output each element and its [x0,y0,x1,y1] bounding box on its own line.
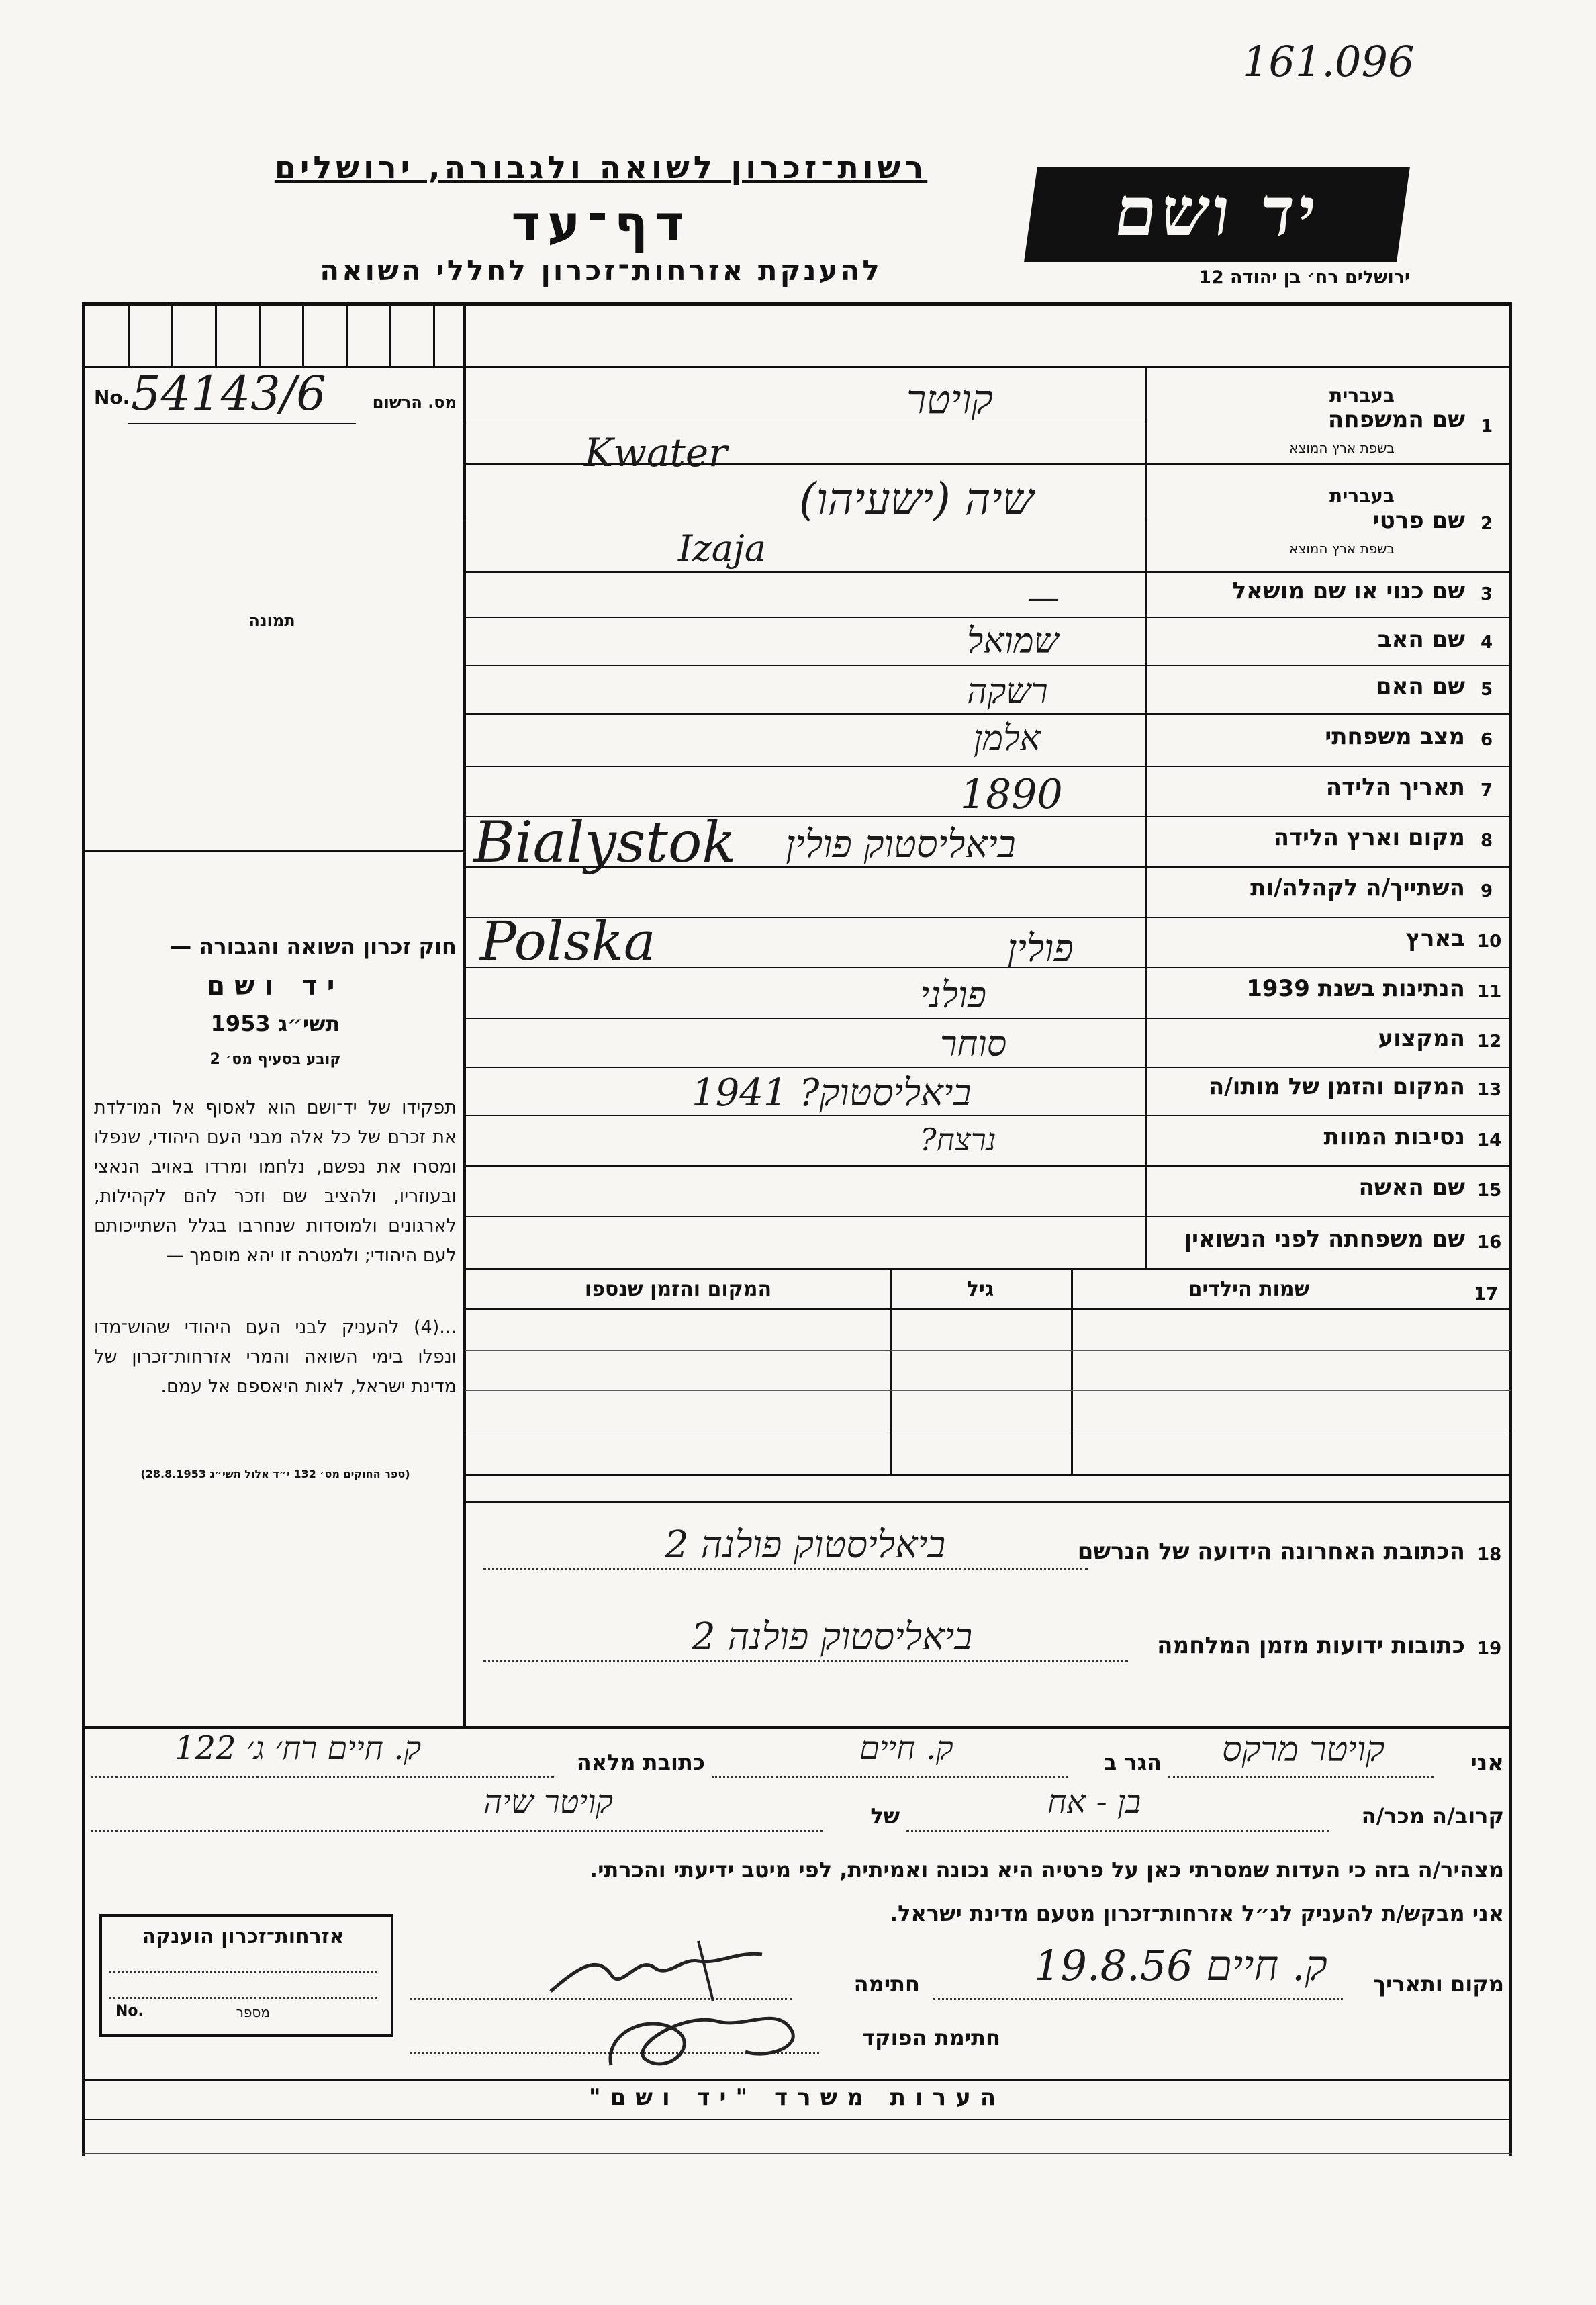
declaration-officer-signature: חתימת הפוקד [862,2025,1000,2050]
field-7-value: 1890 [960,771,1063,818]
row-line [465,571,1511,573]
citizenship-no-heb: מספר [236,2004,270,2020]
field-12-value: סוחר [940,1024,1007,1065]
field-8-value: ביאליסטוק פולין [786,823,1016,866]
address-war-num: 19 [1477,1639,1502,1659]
field-4-value: שמואל [967,621,1059,662]
field-10-value: פולין [1007,927,1074,970]
registration-no-value: 54143/6 [131,366,326,421]
field-10-label: בארץ [1405,925,1465,952]
field-11-num: 11 [1477,982,1502,1002]
children-col-divider [1071,1269,1073,1474]
row-line [465,1115,1511,1116]
field-2-value-origin: Izaja [678,527,766,570]
registration-underline [128,423,356,424]
registration-heb-label: מס. הרשום [372,393,457,412]
registration-no-label: No. [94,386,130,408]
field-7-num: 7 [1481,780,1493,801]
field-13-label: המקום והזמן של מותו/ה [1208,1073,1465,1100]
field-4-num: 4 [1481,633,1493,653]
field-11-value: פולני [920,974,987,1016]
citizenship-dots [109,1971,377,1973]
frame-right [1509,302,1512,2156]
field-5-label: שם האם [1375,673,1465,700]
declaration-full-address: כתובת מלאה [576,1750,705,1775]
citizenship-box [99,1914,393,2037]
field-2-hebrew-label: בעברית [1329,485,1395,507]
photo-box-bottom [82,850,465,852]
field-11-label: הנתינות בשנת 1939 [1246,975,1465,1002]
field-2-num: 2 [1481,514,1493,534]
field-3-num: 3 [1481,584,1493,604]
field-13-num: 13 [1477,1080,1502,1100]
children-row-line [465,1474,1511,1476]
field-4-label: שם האב [1377,626,1465,653]
address-war-dots [483,1660,1128,1662]
logo-text: יד ושם [1109,172,1325,251]
strip-cell [259,304,261,367]
declaration-top-line [82,1726,1512,1729]
strip-cell [302,304,304,367]
row-line [465,766,1511,767]
address-last-dots [483,1568,1088,1570]
declaration-resides: הגר ב [1103,1750,1162,1775]
declaration-place-date: מקום ותאריך [1373,1971,1504,1997]
field-5-num: 5 [1481,680,1493,700]
children-col-divider [890,1269,892,1474]
declaration-full-address-dots [91,1776,554,1778]
children-row-line [465,1390,1511,1391]
law-clause: ...(4) להעניק לבני העם היהודי שהוש־מדו ונפלו בימי השואה והמרי אזרחות־זכרון של מדינת ישראל, לאות היאספם אל עמם. [94,1317,457,1397]
field-15-num: 15 [1477,1181,1502,1201]
label-column-divider [1145,368,1147,1268]
field-8-num: 8 [1481,831,1493,851]
row-line [465,1018,1511,1019]
declaration-statement: מצהיר/ה בזה כי העדות שמסרתי כאן על פרטיה היא נכונה ואמיתית, לפי מיטב ידיעתי והכרתי. [589,1857,1504,1883]
logo-address: ירושלים רח׳ בן יהודה 12 [1199,267,1410,288]
field-2-value-hebrew: שיה (ישעיהו) [799,473,1034,525]
declaration-place-date-value: ק. חיים 19.8.56 [1034,1941,1327,1990]
law-citation: (ספר החוקים מס׳ 132 י״ד אלול תשי״ג 28.8.1953) [140,1467,410,1480]
row-line [465,665,1511,666]
field-16-num: 16 [1477,1232,1502,1253]
citizenship-no-label: No. [115,2003,144,2020]
officer-signature [591,1985,806,2085]
field-6-value: אלמן [974,719,1041,759]
children-col-names: שמות הילדים [1188,1277,1310,1301]
field-1-value-origin: Kwater [584,430,727,476]
declaration-ani-dots [1168,1776,1434,1778]
field-6-label: מצב משפחתי [1325,723,1465,750]
field-3-label: שם כנוי או שם מושאל [1232,578,1465,604]
photo-label: תמונה [248,611,295,630]
field-12-label: המקצוע [1378,1025,1465,1052]
declaration-signature: חתימה [853,1971,920,1997]
frame-top [82,302,1512,306]
children-table-bottom [465,1501,1511,1503]
declaration-resides-value: ק. חיים [859,1729,953,1767]
strip-cell [346,304,348,367]
declaration-full-address-value: ק. חיים רח׳ ג׳ 122 [175,1729,422,1767]
left-column-divider [463,302,466,1726]
field-2-label: שם פרטי [1372,507,1465,534]
law-body: תפקידו של יד־ושם הוא לאסוף אל המו־לדת את זכרם של כל אלה מבני העם היהודי, שנפלו ומסרו את נפשם, נלחמו ומרדו באויב הנאצי ובעוזריו, ולהציב שם וזכר להם לקהילות, לארגונים ולמוסדות שנחרבו בגלל השתייכותם לעם היהודי; ולמטרה זו יהא מוסמך — [94,1097,457,1266]
children-col-place: המקום והזמן שנספו [584,1277,772,1301]
field-1-origin-label: בשפת ארץ המוצא [1289,440,1395,456]
law-name: יד ושם [206,970,344,1001]
authority-title: רשות־זכרון לשואה ולגבורה, ירושלים [274,149,928,185]
declaration-relative-value: בן - אח [1047,1783,1141,1821]
law-year: תשי״ג 1953 [210,1011,340,1036]
row-line [465,1216,1511,1217]
field-10-value-latin: Polska [480,910,656,973]
declaration-relative: קרוב/ה מכר/ה [1361,1803,1504,1829]
law-section: קובע בסעיף מס׳ 2 [209,1051,341,1068]
children-row-line [465,1350,1511,1351]
children-row-line [465,1308,1511,1310]
field-13-value: ביאליסטוק? 1941 [692,1071,972,1115]
field-2-origin-label: בשפת ארץ המוצא [1289,541,1395,557]
frame-left [82,302,85,2156]
field-3-value: — [1027,579,1060,617]
field-16-label: שם משפחתה לפני הנשואין [1184,1226,1465,1253]
declaration-place-date-dots [933,1998,1343,2000]
children-num: 17 [1474,1284,1499,1304]
declaration-of-dots [91,1830,823,1832]
field-8-value-latin: Bialystok [473,809,737,875]
field-15-label: שם האשה [1358,1174,1465,1201]
declaration-ani-value: קויטר מרקס [1222,1729,1385,1770]
field-1-num: 1 [1481,416,1493,437]
declaration-resides-dots [712,1776,1068,1778]
field-1-value-hebrew: קויטר [906,376,993,423]
citizenship-dots [109,1997,377,1999]
field-7-label: תאריך הלידה [1325,774,1465,801]
declaration-ani: אני [1470,1750,1504,1776]
field-14-num: 14 [1477,1130,1502,1150]
field-10-num: 10 [1477,932,1502,952]
field-1-hebrew-label: בעברית [1329,384,1395,406]
office-notes-title: הערות משרד "יד ושם" [588,2084,1006,2111]
declaration-relative-dots [906,1830,1329,1832]
strip-cell [215,304,217,367]
row-line [465,1067,1511,1068]
field-14-value: נרצח? [920,1122,996,1158]
address-last-value: ביאליסטוק פולנה 2 [665,1523,946,1567]
citizenship-title: אזרחות־זכרון הוענקה [142,1925,344,1948]
row-line [465,1268,1511,1270]
form-title: דף־עד [511,195,691,253]
yad-vashem-logo [1024,167,1410,262]
strip-cell [389,304,391,367]
strip-cell [171,304,173,367]
field-12-num: 12 [1477,1032,1502,1052]
address-war-value: ביאליסטוק פולנה 2 [692,1615,973,1659]
row-line [465,1165,1511,1167]
declaration-of-value: קויטר שיה [483,1783,614,1821]
address-last-label: הכתובת האחרונה הידועה של הנרשם [1077,1538,1465,1565]
field-14-label: נסיבות המוות [1323,1124,1465,1150]
office-notes-top-line [82,2079,1512,2081]
law-title: חוק זכרון השואה והגבורה — [170,934,457,959]
strip-cell [433,304,435,367]
address-war-label: כתובות ידועות מזמן המלחמה [1157,1632,1465,1659]
row-line [465,713,1511,715]
address-last-num: 18 [1477,1545,1502,1565]
archive-number: 161.096 [1242,37,1415,86]
children-col-age: גיל [966,1277,994,1301]
office-notes-line [82,2119,1512,2120]
declaration-of: של [870,1803,900,1829]
strip-cell [128,304,130,367]
field-5-value: רשקה [967,672,1048,712]
field-1-label: שם המשפחה [1327,406,1465,433]
field-6-num: 6 [1481,730,1493,750]
row-line [465,617,1511,618]
field-9-label: השתייך/ה לקהלה/ות [1250,874,1465,901]
field-9-num: 9 [1481,881,1493,901]
form-subtitle: להענקת אזרחות־זכרון לחללי השואה [320,254,882,287]
office-notes-line [82,2153,1512,2154]
declaration-request: אני מבקש/ת להעניק לנ״ל אזרחות־זכרון מטעם מדינת ישראל. [890,1901,1504,1926]
field-8-label: מקום וארץ הלידה [1273,824,1465,851]
